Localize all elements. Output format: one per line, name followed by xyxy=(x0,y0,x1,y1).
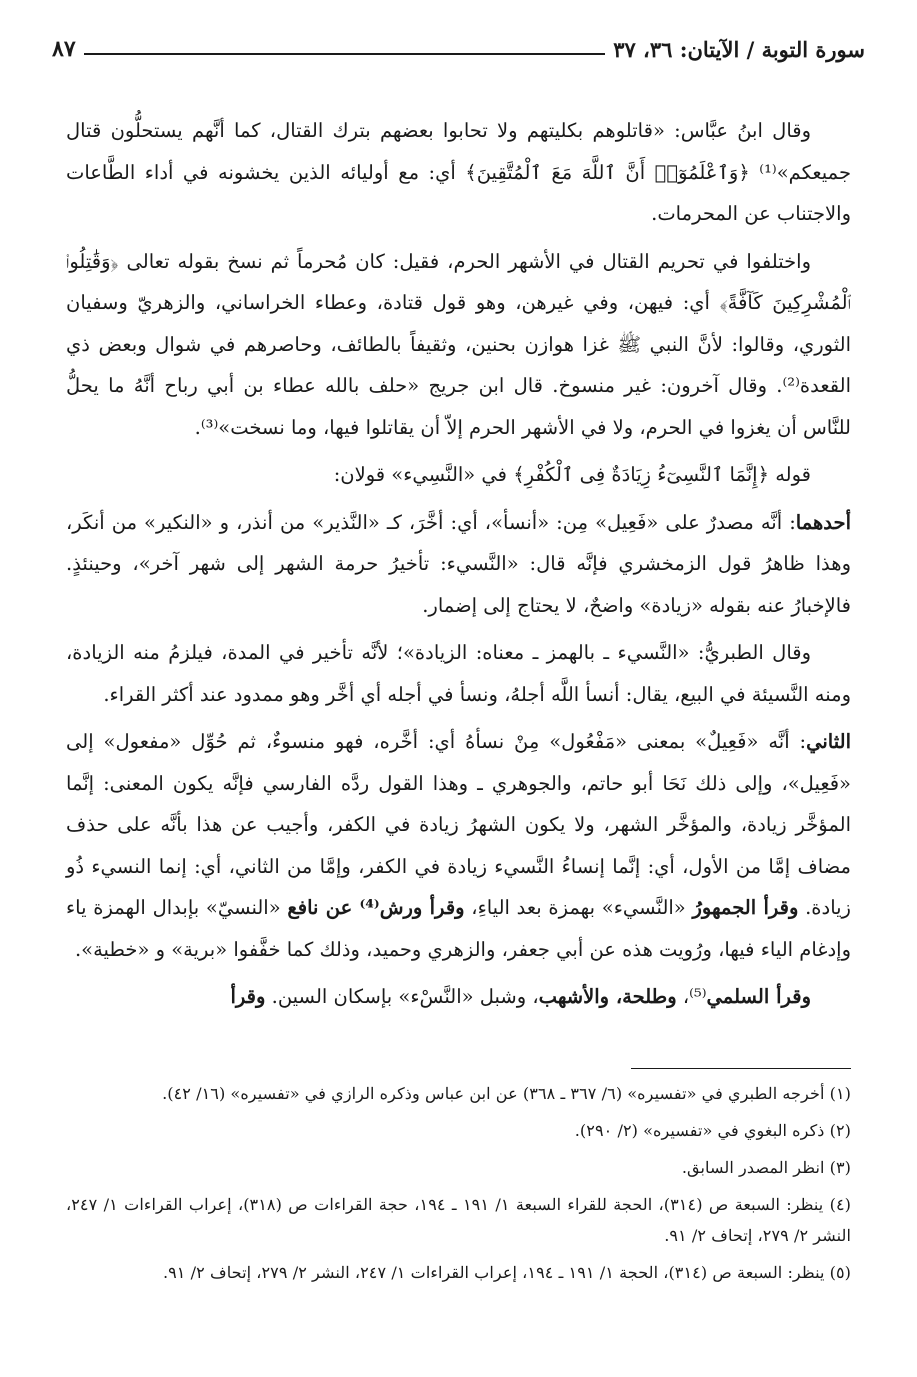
reading-label: وقرأ xyxy=(230,985,266,1008)
opinion-label: أحدهما xyxy=(795,510,851,534)
footnote: (٥) ينظر: السبعة ص (٣١٤)، الحجة ١/ ١٩١ ـ ١٩٤، إعراب القراءات ١/ ٢٤٧، النشر ٢/ ٢٧٩، إتحاف ٢/ ٩١. xyxy=(162,1263,851,1282)
paragraph-second-opinion xyxy=(66,721,851,970)
paragraph-readings xyxy=(66,976,851,1018)
reading-label: وطلحة، والأشهب xyxy=(538,985,677,1008)
reading-label: وقرأ السلمي xyxy=(706,985,811,1008)
paragraph: وقال ابنُ عبَّاس: «قاتلوهم بكليتهم ولا تحابوا بعضهم بترك القتال، كما أنَّهم يستحلُّون قتال جميعكم»⁽¹⁾ ﴿وَٱعْلَمُوٓا۟ أَنَّ ٱللَّهَ مَعَ ٱلْمُتَّقِينَ﴾ أي: مع أوليائه الذين يخشونه في أداء الطَّاعات والاجتناب عن المحرمات. xyxy=(66,119,851,225)
footnote: (٢) ذكره البغوي في «تفسيره» (٢/ ٢٩٠). xyxy=(574,1121,851,1140)
footnote-separator xyxy=(631,1068,851,1069)
running-title: سورة التوبة / الآيتان: ٣٦، ٣٧ xyxy=(613,37,865,62)
reading-label: وقرأ الجمهورُ xyxy=(692,896,799,919)
page-header xyxy=(52,38,865,60)
opinion-label: الثاني xyxy=(806,730,851,753)
main-text xyxy=(66,110,851,1024)
paragraph: واختلفوا في تحريم القتال في الأشهر الحرم، فقيل: كان مُحرماً ثم نسخ بقوله تعالى ﴿وَقَٰتِلُوا۟ ٱلْمُشْرِكِينَ كَآفَّةً﴾ أي: فيهن، وفي غيرهن، وهو قول قتادة، وعطاء الخراساني، والزهريّ وسفيان الثوري، وقالوا: لأنَّ النبي ﷺ غزا هوازن بحنين، وثقيفاً بالطائف، وحاصرهم في شوال وبعض ذي القعدة⁽²⁾. وقال آخرون: غير منسوخ. قال ابن جريج «حلف بالله عطاء بن أبي رباح أنَّهُ ما يحلُّ للنَّاس أن يغزوا في الحرم، ولا في الأشهر الحرم إلاّ أن يقاتلوا فيها، وما نسخت»⁽³⁾. xyxy=(66,249,851,439)
header-rule xyxy=(84,53,606,55)
page-number: ٨٧ xyxy=(52,36,76,62)
opinion-text: : أنَّه مصدرٌ على «فَعِيل» مِن: «أنسأ»، أي: أخَّرَ، كـ «النَّذير» من أنذر، و «النكير» من أنكَر، وهذا ظاهرُ قول الزمخشري فإنَّه قال: «النَّسيء: تأخيرُ حرمة الشهر إلى شهر آخر»، وحينئذٍ. فالإخبارُ عنه بقوله «زيادة» واضحٌ، لا يحتاج إلى إضمار. xyxy=(66,510,851,617)
footnote: (٣) انظر المصدر السابق. xyxy=(681,1158,851,1177)
reading-label: وقرأ ورش⁽⁴⁾ عن نافع xyxy=(287,896,465,919)
footnote: (١) أخرجه الطبري في «تفسيره» (٦/ ٣٦٧ ـ ٣٦٨) عن ابن عباس وذكره الرازي في «تفسيره» (١٦/ ٤٢). xyxy=(162,1084,851,1103)
reading-text: ⁽⁵⁾، xyxy=(676,985,707,1008)
paragraph: قوله ﴿إِنَّمَا ٱلنَّسِىٓءُ زِيَادَةٌ فِى ٱلْكُفْرِ﴾ في «النَّسِيء» قولان: xyxy=(333,463,811,486)
paragraph-tabari: وقال الطبريُّ: «النَّسيء ـ بالهمز ـ معناه: الزيادة»؛ لأنَّه تأخير في المدة، فيلزمُ منه الزيادة، ومنه النَّسيئة في البيع، يقال: أنسأ اللَّه أجلهُ، ونسأ في أجله أي أخَّر وهو ممدود عند أكثر القراء. xyxy=(66,641,851,706)
opinion-text: : أنَّه «فَعِيلٌ» بمعنى «مَفْعُول» مِنْ نسأهُ أي: أخَّره، فهو منسوءٌ، ثم حُوِّل «مفعول» إلى «فَعِيل»، وإلى ذلك نَحَا أبو حاتم، والجوهري ـ وهذا القول ردَّه الفارسي فإنَّه يكون المعنى: إنَّما المؤخَّر زيادة، والمؤخَّر الشهر، ولا يكون الشهرُ زيادة في الكفر، وأجيب عن هذا بأنَّه على حذف مضاف إمَّا من الأول، أي: إنَّما إنساءُ النَّسيء زيادة في الكفر، وإمَّا من الثاني، أي: إنما النسيء ذُو زيادة. xyxy=(66,730,851,919)
reading-text: «النَّسيء» بهمزة بعد الياءِ، xyxy=(464,896,693,919)
footnotes xyxy=(66,1078,851,1294)
paragraph-first-opinion xyxy=(66,502,851,627)
footnote: (٤) ينظر: السبعة ص (٣١٤)، الحجة للقراء السبعة ١/ ١٩١ ـ ١٩٤، حجة القراءات ص (٣١٨)، إعراب القراءات ١/ ٢٤٧، النشر ٢/ ٢٧٩، إتحاف ٢/ ٩١. xyxy=(66,1195,851,1245)
reading-text: «النسيّ» بإبدال الهمزة ياء وإدغام الياء فيها، ورُويت هذه عن أبي جعفر، والزهري وحميد، وذلك كما خفَّفوا «برية» و «خطية». xyxy=(66,896,851,961)
reading-text: ، وشبل «النَّسْء» بإسكان السين. xyxy=(265,985,539,1008)
